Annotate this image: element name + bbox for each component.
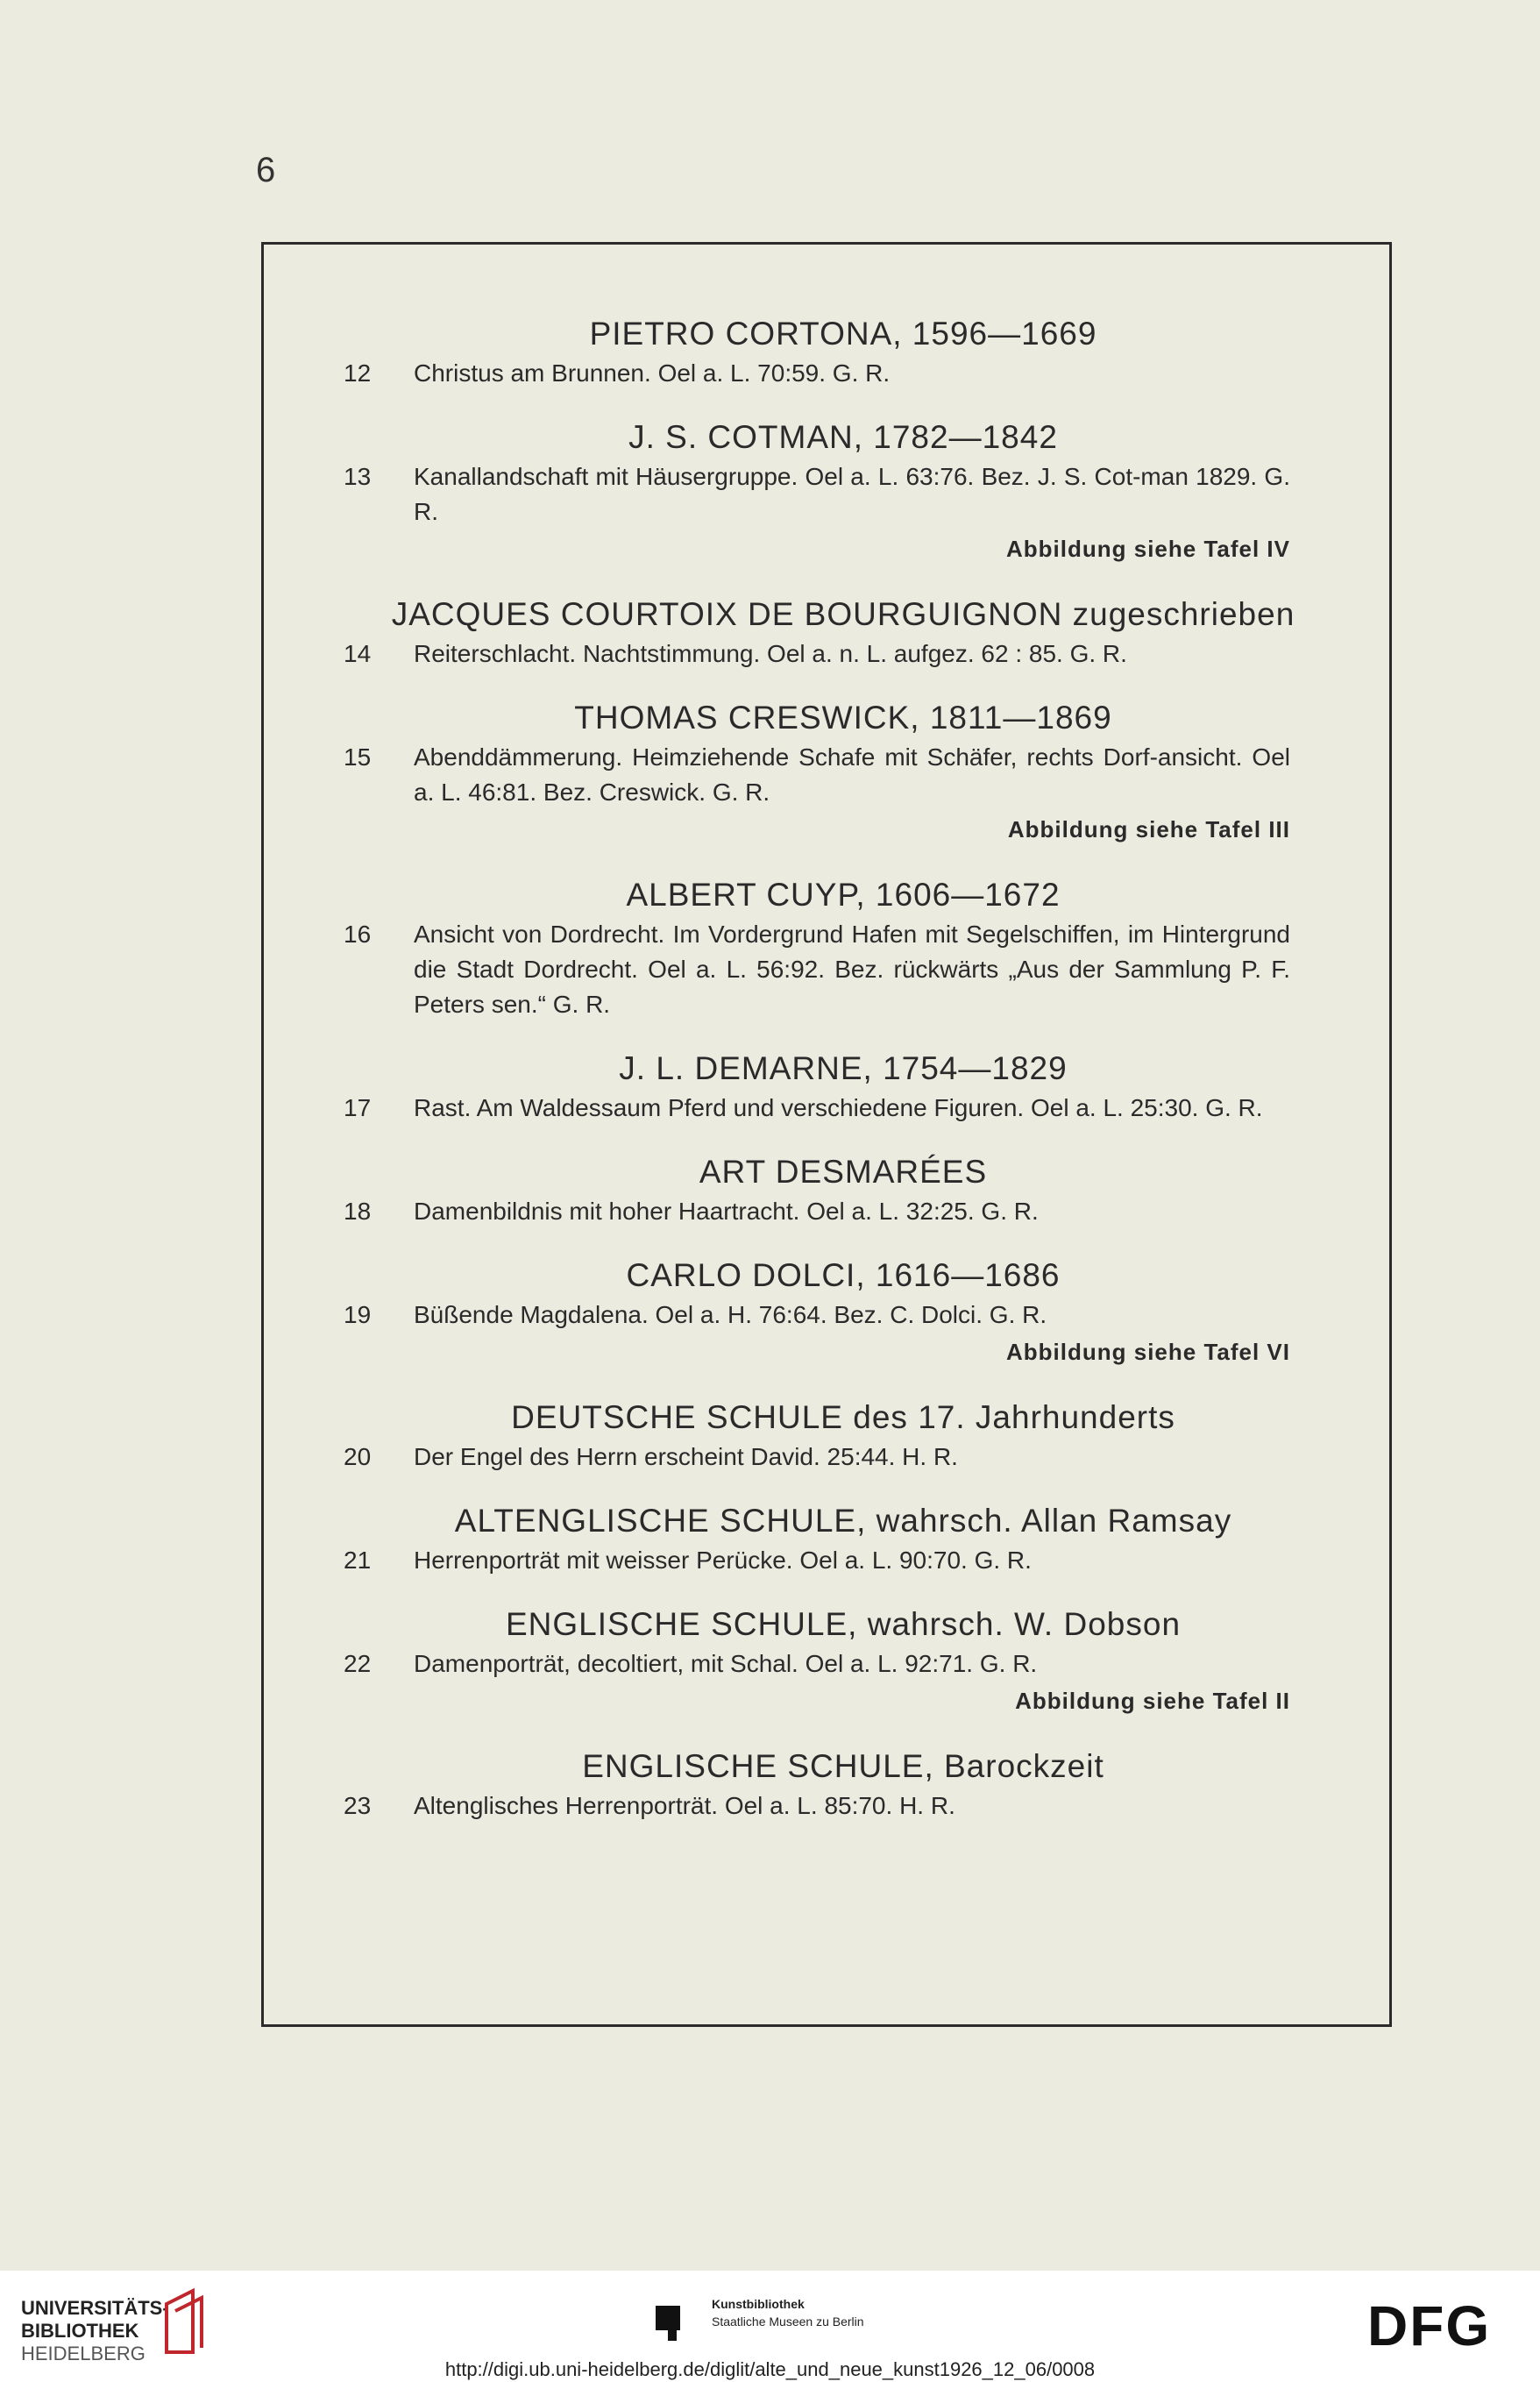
catalog-entry [344,696,1308,849]
uni-line1: UNIVERSITÄTS- [21,2297,169,2319]
uni-line3: HEIDELBERG [21,2343,145,2364]
item-description: Christus am Brunnen. Oel a. L. 70:59. G. R. [414,359,891,387]
artist-heading: J. S. COTMAN, 1782—1842 [628,419,1058,455]
catalog-item [344,1788,1308,1824]
catalog-entry [344,416,1308,568]
artist-heading: ART DESMARÉES [699,1154,988,1190]
artist-heading: ALBERT CUYP, 1606—1672 [626,877,1061,913]
catalog-list [344,312,1308,1824]
item-number: 12 [344,359,372,387]
item-number: 19 [344,1301,372,1328]
catalog-entry [344,1047,1308,1126]
item-description: Reiterschlacht. Nachtstimmung. Oel a. n. L. aufgez. 62 : 85. G. R. [414,640,1127,667]
catalog-entry [344,312,1308,391]
item-number: 21 [344,1547,372,1574]
catalog-entry [344,873,1308,1022]
catalog-entry [344,1603,1308,1720]
item-number: 22 [344,1650,372,1677]
artist-heading: J. L. DEMARNE, 1754—1829 [619,1050,1068,1086]
kb-line1: Kunstbibliothek [712,2297,805,2311]
item-number: 23 [344,1792,372,1819]
artist-heading: CARLO DOLCI, 1616—1686 [626,1257,1061,1293]
item-number: 16 [344,921,372,948]
plate-reference: Abbildung siehe Tafel III [1007,816,1290,843]
item-description: Kanallandschaft mit Häusergruppe. Oel a. L. 63:76. Bez. J. S. Cot-man 1829. G. R. [414,463,1290,525]
source-url[interactable]: http://digi.ub.uni-heidelberg.de/diglit/alte_und_neue_kunst1926_12_06/0008 [444,2358,1096,2380]
item-description: Damenporträt, decoltiert, mit Schal. Oel a. L. 92:71. G. R. [414,1650,1038,1677]
dfg-logo[interactable]: DFG [1367,2294,1492,2357]
item-number: 15 [344,743,372,771]
item-description: Altenglisches Herrenporträt. Oel a. L. 85:70. H. R. [414,1792,955,1819]
plate-reference: Abbildung siehe Tafel IV [1006,536,1290,562]
catalog-entry [344,1745,1308,1824]
item-number: 18 [344,1198,372,1225]
kb-line2: Staatliche Museen zu Berlin [712,2314,864,2329]
catalog-item [344,1091,1308,1126]
item-number: 14 [344,640,372,667]
university-library-logo[interactable] [21,2297,169,2365]
artist-heading: DEUTSCHE SCHULE des 17. Jahrhunderts [511,1399,1175,1435]
item-number: 13 [344,463,372,490]
catalog-item [344,1298,1308,1333]
catalog-entry [344,1396,1308,1475]
catalog-entry [344,1254,1308,1371]
catalog-item [344,1440,1308,1475]
item-description: Abenddämmerung. Heimziehende Schafe mit Schäfer, rechts Dorf-ansicht. Oel a. L. 46:81. Bez. Creswick. G. R. [414,743,1290,806]
catalog-item [344,356,1308,391]
artist-heading: PIETRO CORTONA, 1596—1669 [589,316,1097,352]
kunstbibliothek-mark-icon [656,2306,691,2341]
item-description: Damenbildnis mit hoher Haartracht. Oel a. L. 32:25. G. R. [414,1198,1039,1225]
page-number: 6 [256,151,276,189]
catalog-item [344,1646,1308,1682]
uni-line2: BIBLIOTHEK [21,2320,139,2342]
artist-heading: ENGLISCHE SCHULE, wahrsch. W. Dobson [505,1606,1182,1642]
catalog-item [344,636,1308,672]
artist-heading: THOMAS CRESWICK, 1811—1869 [574,700,1112,736]
item-number: 17 [344,1094,372,1121]
catalog-item [344,917,1308,1022]
catalog-item [344,740,1308,810]
catalog-item [344,459,1308,530]
item-description: Rast. Am Waldessaum Pferd und verschiedene Figuren. Oel a. L. 25:30. G. R. [414,1094,1263,1121]
plate-reference: Abbildung siehe Tafel II [1015,1688,1290,1714]
catalog-entry [344,593,1308,672]
item-description: Ansicht von Dordrecht. Im Vordergrund Hafen mit Segelschiffen, im Hintergrund die Stadt Dordrecht. Oel a. L. 56:92. Bez. rückwärts „Aus der Sammlung P. F. Peters sen.“ G. R. [414,921,1290,1018]
footer [0,2271,1540,2382]
catalog-item [344,1194,1308,1229]
item-description: Herrenporträt mit weisser Perücke. Oel a. L. 90:70. G. R. [414,1547,1032,1574]
catalog-item [344,1543,1308,1578]
item-number: 20 [344,1443,372,1470]
catalog-entry [344,1499,1308,1578]
catalog-entry [344,1150,1308,1229]
item-description: Der Engel des Herrn erscheint David. 25:44. H. R. [414,1443,958,1470]
artist-heading: ALTENGLISCHE SCHULE, wahrsch. Allan Ramsay [454,1503,1232,1539]
artist-heading: ENGLISCHE SCHULE, Barockzeit [582,1748,1104,1784]
plate-reference: Abbildung siehe Tafel VI [1006,1339,1290,1365]
artist-heading: JACQUES COURTOIX DE BOURGUIGNON zugeschrieben [391,596,1295,632]
item-description: Büßende Magdalena. Oel a. H. 76:64. Bez. C. Dolci. G. R. [414,1301,1047,1328]
university-library-mark-icon [158,2286,210,2357]
